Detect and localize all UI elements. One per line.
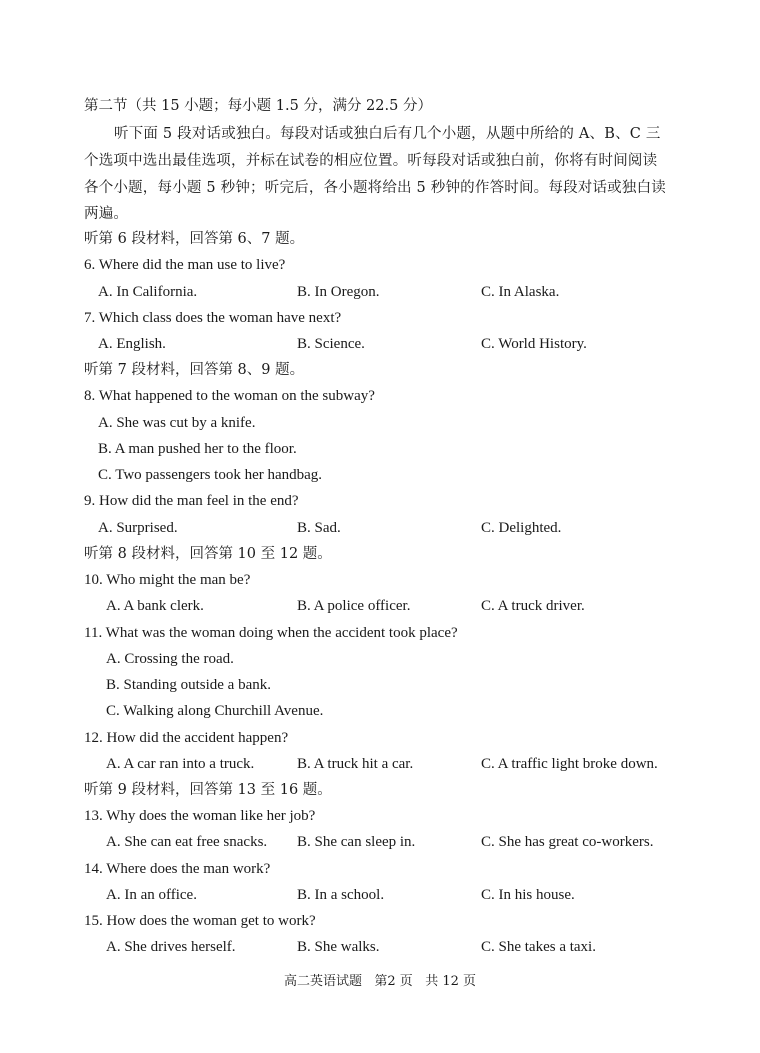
q15-option-b: B. She walks. bbox=[297, 939, 380, 955]
instructions-line-4: 两遍。 bbox=[84, 206, 129, 222]
q14-option-c: C. In his house. bbox=[481, 887, 575, 903]
q9-option-b: B. Sad. bbox=[297, 520, 341, 536]
question-stem-14: 14. Where does the man work? bbox=[84, 861, 271, 877]
q11-option-b: B. Standing outside a bank. bbox=[106, 677, 271, 693]
question-stem-12: 12. How did the accident happen? bbox=[84, 730, 289, 746]
q6-option-b: B. In Oregon. bbox=[297, 284, 380, 300]
q15-option-a: A. She drives herself. bbox=[106, 939, 236, 955]
instructions-line-3: 各个小题，每小题 5 秒钟；听完后，各小题将给出 5 秒钟的作答时间。每段对话或独白读 bbox=[84, 180, 666, 196]
q13-option-b: B. She can sleep in. bbox=[297, 834, 416, 850]
q9-option-a: A. Surprised. bbox=[98, 520, 178, 536]
q7-option-a: A. English. bbox=[98, 336, 166, 352]
q7-option-c: C. World History. bbox=[481, 336, 587, 352]
q13-option-c: C. She has great co-workers. bbox=[481, 834, 654, 850]
question-stem-15: 15. How does the woman get to work? bbox=[84, 913, 316, 929]
footer-page-number: 第2 页 bbox=[374, 974, 413, 989]
group-heading-6: 听第 6 段材料，回答第 6、7 题。 bbox=[84, 231, 305, 247]
q10-option-c: C. A truck driver. bbox=[481, 598, 585, 614]
question-stem-11: 11. What was the woman doing when the accident took place? bbox=[84, 625, 458, 641]
instructions-line-2: 个选项中选出最佳选项，并标在试卷的相应位置。听每段对话或独白前，你将有时间阅读 bbox=[84, 153, 658, 169]
q14-option-a: A. In an office. bbox=[106, 887, 197, 903]
instructions-line-1: 听下面 5 段对话或独白。每段对话或独白后有几个小题，从题中所给的 A、B、C 三 bbox=[114, 126, 661, 142]
question-stem-7: 7. Which class does the woman have next? bbox=[84, 310, 342, 326]
section-header: 第二节（共 15 小题；每小题 1.5 分，满分 22.5 分） bbox=[84, 98, 432, 114]
q13-option-a: A. She can eat free snacks. bbox=[106, 834, 268, 850]
q12-option-b: B. A truck hit a car. bbox=[297, 756, 414, 772]
group-heading-7: 听第 7 段材料，回答第 8、9 题。 bbox=[84, 362, 305, 378]
q8-option-b: B. A man pushed her to the floor. bbox=[98, 441, 297, 457]
q6-option-c: C. In Alaska. bbox=[481, 284, 560, 300]
q12-option-a: A. A car ran into a truck. bbox=[106, 756, 255, 772]
q15-option-c: C. She takes a taxi. bbox=[481, 939, 596, 955]
q10-option-a: A. A bank clerk. bbox=[106, 598, 204, 614]
q8-option-a: A. She was cut by a knife. bbox=[98, 415, 256, 431]
q7-option-b: B. Science. bbox=[297, 336, 365, 352]
q11-option-c: C. Walking along Churchill Avenue. bbox=[106, 703, 324, 719]
group-heading-9: 听第 9 段材料，回答第 13 至 16 题。 bbox=[84, 782, 332, 798]
question-stem-13: 13. Why does the woman like her job? bbox=[84, 808, 316, 824]
q11-option-a: A. Crossing the road. bbox=[106, 651, 234, 667]
q9-option-c: C. Delighted. bbox=[481, 520, 562, 536]
q12-option-c: C. A traffic light broke down. bbox=[481, 756, 658, 772]
group-heading-8: 听第 8 段材料，回答第 10 至 12 题。 bbox=[84, 546, 332, 562]
question-stem-9: 9. How did the man feel in the end? bbox=[84, 493, 299, 509]
q10-option-b: B. A police officer. bbox=[297, 598, 411, 614]
question-stem-6: 6. Where did the man use to live? bbox=[84, 257, 286, 273]
q14-option-b: B. In a school. bbox=[297, 887, 385, 903]
footer-total-pages: 共 12 页 bbox=[425, 974, 477, 989]
q6-option-a: A. In California. bbox=[98, 284, 198, 300]
question-stem-10: 10. Who might the man be? bbox=[84, 572, 251, 588]
q8-option-c: C. Two passengers took her handbag. bbox=[98, 467, 323, 483]
page-footer bbox=[0, 973, 760, 991]
footer-exam-title: 高二英语试题 bbox=[283, 974, 362, 989]
question-stem-8: 8. What happened to the woman on the subway? bbox=[84, 388, 375, 404]
